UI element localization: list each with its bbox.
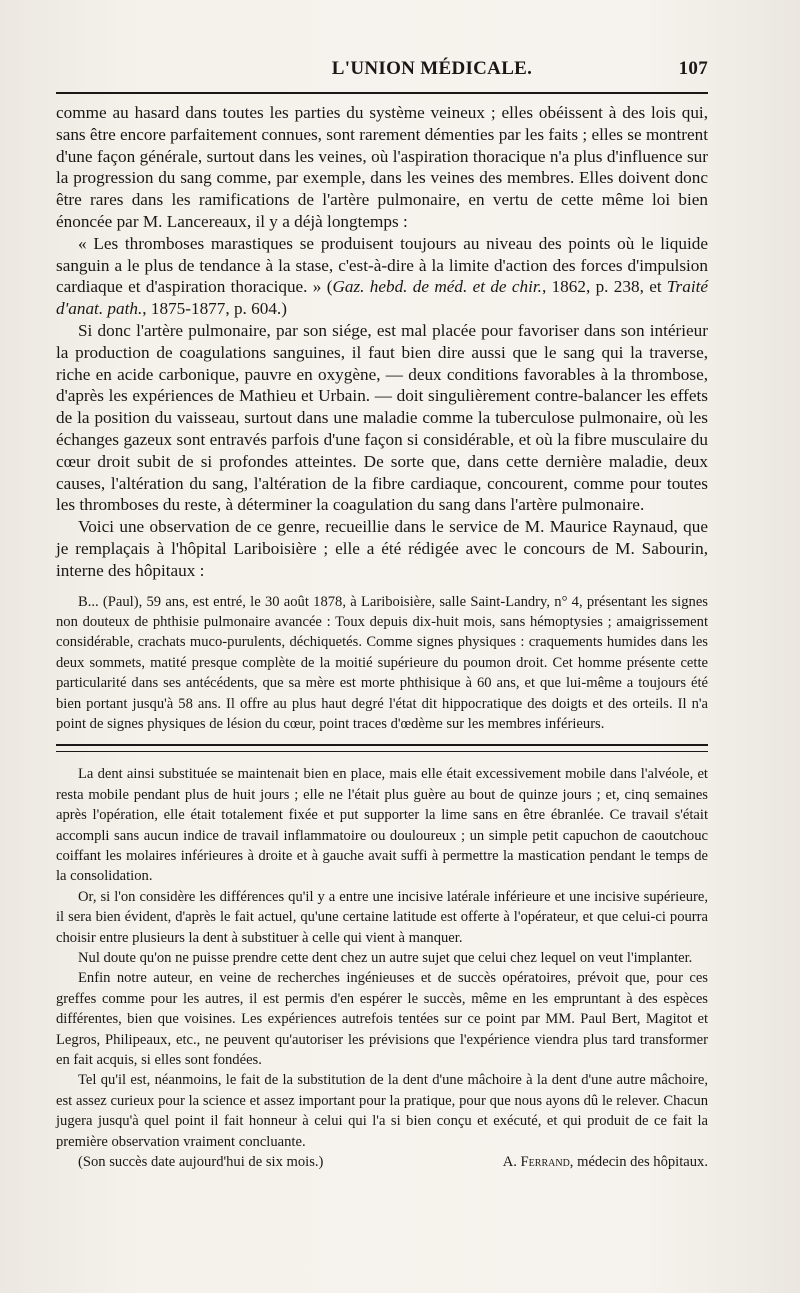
page-number: 107 [678, 58, 708, 79]
paragraph: La dent ainsi substituée se maintenait bien en place, mais elle était excessivement mobile dans l'alvéole, et resta mobile pendant plus de huit jours ; elle ne l'était plus guère au bout de quinze jours ; et, cinq semaines après l'opération, elle était totalement fixée et put supporter la lime sans en être ébranlée. Ce travail s'était accompli sans aucun indice de travail inflammatoire ou douloureux ; un simple petit capuchon de caoutchouc coiffant les molaires inférieures à droite et à gauche avait suffi à permettre la mastication pendant le temps de la consolidation. [56, 766, 708, 885]
quotation-paragraph [56, 233, 708, 320]
section-divider [56, 744, 708, 752]
author-title: , médecin des hôpitaux. [569, 1154, 708, 1171]
quotation-text: « Les thromboses marastiques se produisent toujours au niveau des points où le liquide sanguin a le plus de tendance à la stase, c'est-à-dire à la limite d'action des forces d'impulsion cardiaque et d'aspiration thoracique. » ( [56, 233, 708, 297]
paragraph: Si donc l'artère pulmonaire, par son siége, est mal placée pour favoriser dans son intérieur la production de coagulations sanguines, il faut bien dire aussi que le sang qui la traverse, riche en acide carbonique, pauvre en oxygène, — deux conditions favorables à la thrombose, d'après les expériences de Mathieu et Urbain. — doit singulièrement contre-balancer les effets de la position du vaisseau, surtout dans une maladie comme la tuberculose pulmonaire, où les échanges gazeux sont entravés parfois d'une façon si considérable, et où la fibre musculaire du cœur droit subit de si profondes atteintes. De sorte que, dans cette dernière maladie, deux causes, l'altération du sang, l'altération de la fibre cardiaque, concourent, comme pour toutes les thromboses du reste, à déterminer la coagulation du sang dans l'artère pulmonaire. [56, 320, 708, 515]
closing-line [56, 1152, 708, 1172]
paragraph: comme au hasard dans toutes les parties du système veineux ; elles obéissent à des lois qui, sans être encore parfaitement connues, sont rarement démenties par les faits ; elles se montrent d'une façon générale, surtout dans les veines, où l'aspiration thoracique n'a plus d'influence sur la progression du sang comme, par exemple, dans les veines des membres. Elles doivent donc être rares dans les ramifications de l'artère pulmonaire, en vertu de cette même loi bien énoncée par M. Lancereaux, il y a déjà longtemps : [56, 103, 708, 231]
closing-note: (Son succès date aujourd'hui de six mois.) [78, 1154, 324, 1171]
paragraph: Tel qu'il est, néanmoins, le fait de la substitution de la dent d'une mâchoire à la dent d'une autre mâchoire, est assez curieux pour la science et assez important pour la pratique, pour que nous ayons dû le relever. Chacun jugera jusqu'à quel point il fait honneur à celui qui l'a si bien conçu et exécuté, et qui produit de ce fait la première observation vraiment concluante. [56, 1072, 708, 1150]
author-name: A. Ferrand [502, 1154, 570, 1171]
signature [481, 1152, 708, 1172]
running-header [56, 58, 708, 86]
reference-detail: , 1875-1877, p. 604.) [142, 299, 287, 319]
main-text [56, 102, 708, 582]
feuilleton-text [56, 764, 708, 1172]
header-rule [56, 92, 708, 94]
patient-name: B... [78, 593, 99, 610]
paragraph: Or, si l'on considère les différences qu'il y a entre une incisive latérale inférieure et une incisive supérieure, il sera bien évident, d'après le fait actuel, qu'une certaine latitude est offerte à l'opérateur, et que celui-ci pourra choisir entre plusieurs la dent à substituer à celle qui vient à manquer. [56, 888, 708, 946]
paragraph: Voici une observation de ce genre, recueillie dans le service de M. Maurice Raynaud, que je remplaçais à l'hôpital Lariboisière ; elle a été rédigée avec le concours de M. Sabourin, interne des hôpitaux : [56, 517, 708, 580]
paragraph: Nul doute qu'on ne puisse prendre cette dent chez un autre sujet que celui chez lequel on veut l'implanter. [78, 950, 693, 967]
observation-text: (Paul), 59 ans, est entré, le 30 août 1878, à Lariboisière, salle Saint-Landry, n° 4, présentant les signes non douteux de phthisie pulmonaire avancée : Toux depuis dix-huit mois, sans hémoptysies ; amaigrissement considérable, crachats muco-purulents, déchiquetés. Comme signes physiques : craquements humides dans les deux sommets, matité presque complète de la moitié supérieure du poumon droit. Cet homme présente cette particularité dans ses antécédents, que sa mère est morte phthisique à 60 ans, et que lui-même a toujours été bien portant jusqu'à 58 ans. Il offre au plus haut degré l'état dit hippocratique des doigts et des orteils. Il n'a point de signes physiques de lésion du cœur, point traces d'œdème sur les membres inférieurs. [56, 593, 708, 732]
journal-title: L'UNION MÉDICALE. [331, 58, 533, 79]
observation-paragraph [56, 592, 708, 735]
clinical-observation [56, 592, 708, 735]
reference-title: Gaz. hebd. de méd. et de chir. [332, 277, 542, 297]
reference-title: Traité d'anat. path. [56, 277, 708, 319]
reference-detail: , 1862, p. 238, et [541, 277, 667, 297]
paragraph: Enfin notre auteur, en veine de recherches ingénieuses et de succès opératoires, prévoit que, pour ces greffes comme pour les autres, il est permis d'en espérer le succès, même en les empruntant à des espèces différentes, bien que voisines. Les expériences autrefois tentées sur ce point par MM. Paul Bert, Magitot et Legros, Philipeaux, etc., ne peuvent qu'autoriser les prévisions que l'expérience viendra plus tard transformer en fait acquis, si elles sont fondées. [56, 970, 708, 1069]
